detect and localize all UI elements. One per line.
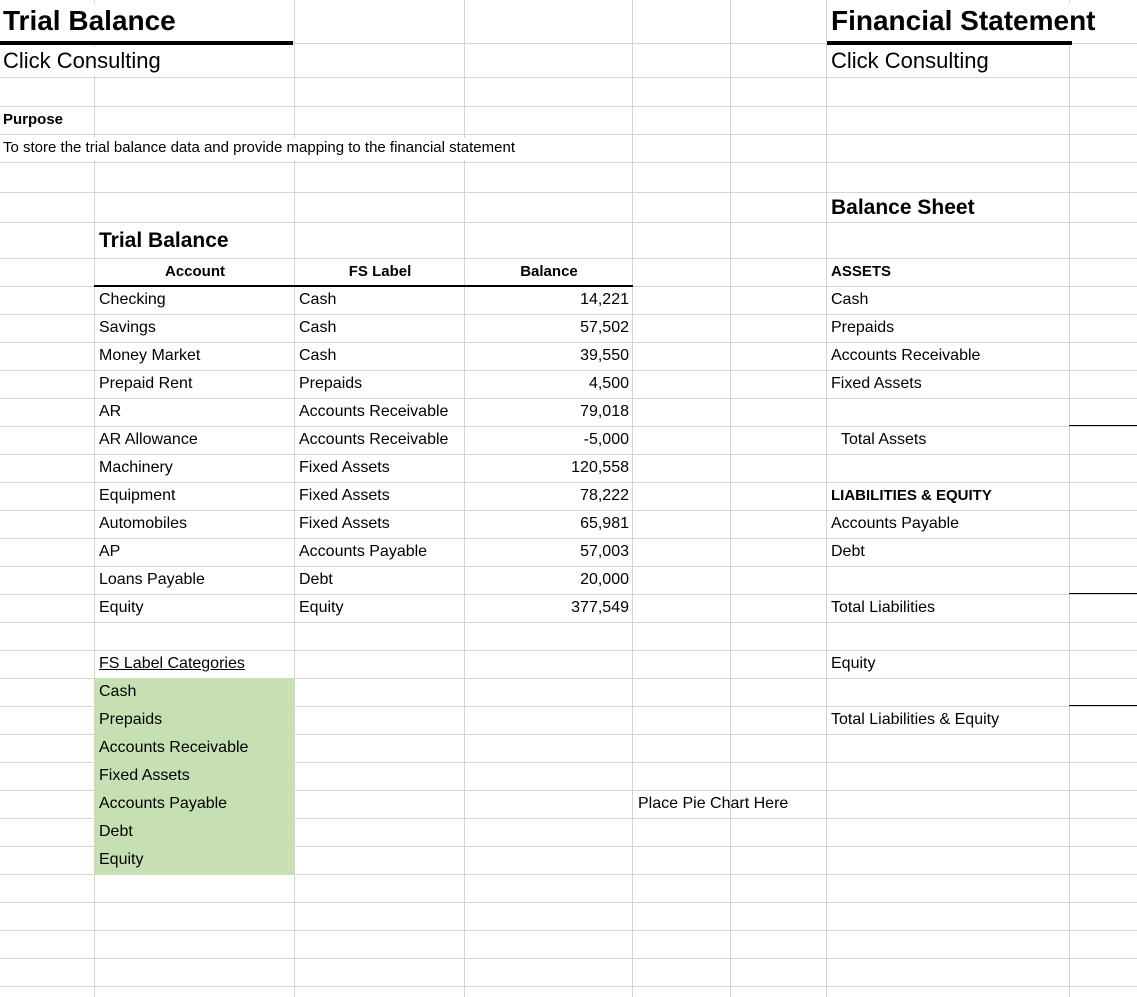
- balance-cell[interactable]: 14,221: [580, 291, 629, 308]
- balance-cell[interactable]: 20,000: [580, 571, 629, 588]
- fs-categories-heading[interactable]: FS Label Categories: [99, 655, 245, 672]
- equity-label[interactable]: Equity: [831, 655, 876, 672]
- total-liabilities-equity-label[interactable]: Total Liabilities & Equity: [831, 711, 1000, 728]
- fs-label-cell[interactable]: Accounts Payable: [299, 543, 428, 560]
- account-cell[interactable]: Equipment: [99, 487, 176, 504]
- balance-cell[interactable]: 377,549: [571, 599, 629, 616]
- fs-category-item[interactable]: Prepaids: [99, 711, 163, 728]
- balance-cell[interactable]: -5,000: [583, 431, 629, 448]
- assets-heading[interactable]: ASSETS: [831, 263, 892, 280]
- total-liab-equity-rule: [1069, 705, 1137, 706]
- title-underline: [0, 41, 293, 45]
- purpose-text[interactable]: To store the trial balance data and provide mapping to the financial statement: [0, 138, 632, 160]
- fs-category-item[interactable]: Equity: [99, 851, 144, 868]
- account-cell[interactable]: Automobiles: [99, 515, 188, 532]
- table-header-underline: [94, 285, 633, 287]
- account-cell[interactable]: AR: [99, 403, 122, 420]
- fs-label-cell[interactable]: Prepaids: [299, 375, 363, 392]
- asset-line-label[interactable]: Prepaids: [831, 319, 895, 336]
- balance-cell[interactable]: 79,018: [580, 403, 629, 420]
- balance-cell[interactable]: 57,502: [580, 319, 629, 336]
- balance-cell[interactable]: 4,500: [588, 375, 629, 392]
- purpose-label[interactable]: Purpose: [3, 111, 64, 128]
- liability-line-label[interactable]: Debt: [831, 543, 865, 560]
- fs-label-cell[interactable]: Equity: [299, 599, 344, 616]
- asset-line-label[interactable]: Cash: [831, 291, 869, 308]
- liabilities-equity-heading[interactable]: LIABILITIES & EQUITY: [831, 487, 992, 504]
- fs-label-cell[interactable]: Debt: [299, 571, 333, 588]
- total-assets-rule: [1069, 425, 1137, 426]
- fs-label-cell[interactable]: Cash: [299, 291, 337, 308]
- fs-category-item[interactable]: Fixed Assets: [99, 767, 190, 784]
- fs-label-cell[interactable]: Cash: [299, 319, 337, 336]
- fs-label-cell[interactable]: Accounts Receivable: [299, 431, 449, 448]
- fs-label-cell[interactable]: Fixed Assets: [299, 459, 390, 476]
- account-cell[interactable]: Prepaid Rent: [99, 375, 193, 392]
- fs-company-name[interactable]: Click Consulting: [827, 47, 1069, 75]
- sheet-title[interactable]: Trial Balance: [0, 3, 293, 41]
- total-assets-label[interactable]: Total Assets: [841, 431, 927, 448]
- financial-statement-title[interactable]: Financial Statement: [827, 3, 1137, 41]
- fs-label-cell[interactable]: Fixed Assets: [299, 515, 390, 532]
- fs-category-item[interactable]: Cash: [99, 683, 137, 700]
- fs-label-cell[interactable]: Cash: [299, 347, 337, 364]
- fs-category-item[interactable]: Debt: [99, 823, 133, 840]
- account-cell[interactable]: Savings: [99, 319, 156, 336]
- balance-cell[interactable]: 120,558: [571, 459, 629, 476]
- pie-chart-placeholder[interactable]: Place Pie Chart Here: [638, 795, 789, 812]
- account-cell[interactable]: Machinery: [99, 459, 173, 476]
- fs-label-cell[interactable]: Accounts Receivable: [299, 403, 449, 420]
- account-cell[interactable]: AR Allowance: [99, 431, 198, 448]
- column-header-account[interactable]: Account: [165, 263, 225, 280]
- account-cell[interactable]: AP: [99, 543, 121, 560]
- balance-cell[interactable]: 39,550: [580, 347, 629, 364]
- account-cell[interactable]: Money Market: [99, 347, 201, 364]
- total-liabilities-rule: [1069, 593, 1137, 594]
- total-liabilities-label[interactable]: Total Liabilities: [831, 599, 936, 616]
- fs-title-underline: [827, 41, 1072, 45]
- column-header-balance[interactable]: Balance: [520, 263, 578, 280]
- account-cell[interactable]: Loans Payable: [99, 571, 205, 588]
- account-cell[interactable]: Equity: [99, 599, 144, 616]
- asset-line-label[interactable]: Fixed Assets: [831, 375, 922, 392]
- balance-cell[interactable]: 78,222: [580, 487, 629, 504]
- trial-balance-heading[interactable]: Trial Balance: [99, 229, 229, 252]
- account-cell[interactable]: Checking: [99, 291, 166, 308]
- fs-category-item[interactable]: Accounts Payable: [99, 795, 228, 812]
- fs-label-cell[interactable]: Fixed Assets: [299, 487, 390, 504]
- balance-sheet-heading[interactable]: Balance Sheet: [831, 196, 975, 219]
- column-header-fs-label[interactable]: FS Label: [348, 263, 412, 280]
- asset-line-label[interactable]: Accounts Receivable: [831, 347, 981, 364]
- company-name[interactable]: Click Consulting: [0, 47, 293, 75]
- fs-category-item[interactable]: Accounts Receivable: [99, 739, 249, 756]
- liability-line-label[interactable]: Accounts Payable: [831, 515, 960, 532]
- balance-cell[interactable]: 57,003: [580, 543, 629, 560]
- balance-cell[interactable]: 65,981: [580, 515, 629, 532]
